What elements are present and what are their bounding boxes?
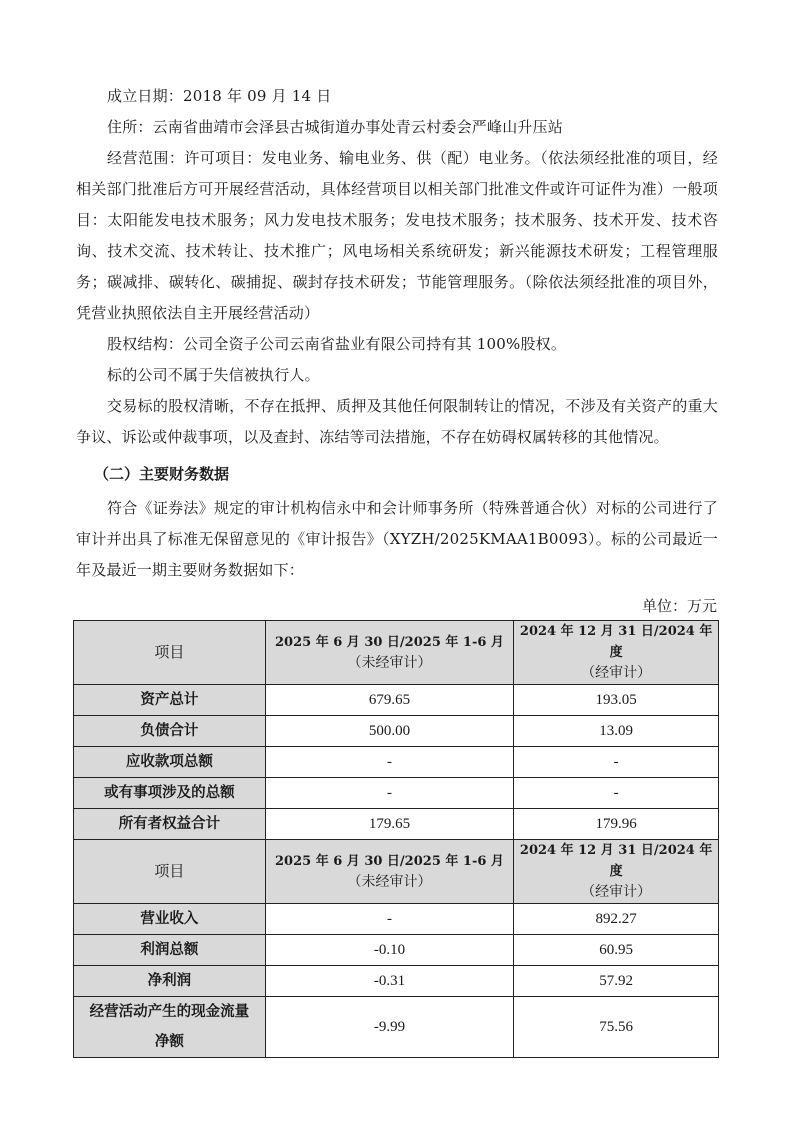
header-2024-audit-status: （经审计）	[581, 884, 652, 900]
table-row	[74, 809, 719, 840]
value-2024: 60.95	[514, 935, 719, 966]
row-label: 资产总计	[74, 685, 266, 716]
table-row	[74, 904, 719, 935]
value-2024: 179.96	[514, 809, 719, 840]
row-label-line1: 经营活动产生的现金流量	[89, 1004, 250, 1020]
business-scope: 经营范围：许可项目：发电业务、输电业务、供（配）电业务。（依法须经批准的项目，经相关部门批准后方可开展经营活动，具体经营项目以相关部门批准文件或许可证件为准）一般项目：太阳能发电技术服务；风力发电技术服务；发电技术服务；技术服务、技术开发、技术咨询、技术交流、技术转让、技术推广；风电场相关系统研发；新兴能源技术研发；工程管理服务；碳减排、碳转化、碳捕捉、碳封存技术研发；节能管理服务。（除依法须经批准的项目外，凭营业执照依法自主开展经营活动）	[76, 149, 718, 322]
value-2025: -0.10	[265, 935, 514, 966]
header-2025	[265, 840, 514, 904]
table-row	[74, 935, 719, 966]
value-2025: 179.65	[265, 809, 514, 840]
row-label-line2: 净额	[154, 1034, 184, 1050]
value-2025: -9.99	[265, 997, 514, 1058]
row-label: 所有者权益合计	[74, 809, 266, 840]
unit-label: 单位：万元	[641, 597, 717, 615]
row-label: 利润总额	[74, 935, 266, 966]
header-item: 项目	[74, 840, 266, 904]
row-label: 净利润	[74, 966, 266, 997]
address: 住所：云南省曲靖市会泽县古城街道办事处青云村委会严峰山升压站	[107, 118, 564, 136]
table-row	[74, 778, 719, 809]
header-2025-period: 2025 年 6 月 30 日/2025 年 1-6 月	[274, 634, 504, 650]
table-header-row	[74, 840, 719, 904]
established-date: 成立日期：2018 年 09 月 14 日	[107, 87, 332, 105]
header-item: 项目	[74, 621, 266, 685]
value-2024: 193.05	[514, 685, 719, 716]
value-2024: 57.92	[514, 966, 719, 997]
row-label: 负债合计	[74, 716, 266, 747]
not-dishonest-statement: 标的公司不属于失信被执行人。	[107, 366, 320, 384]
header-2024	[514, 840, 719, 904]
header-2025-audit-status: （未经审计）	[347, 654, 432, 671]
value-2025: -0.31	[265, 966, 514, 997]
value-2024: -	[514, 747, 719, 778]
table-row	[74, 966, 719, 997]
equity-clear-statement: 交易标的股权清晰，不存在抵押、质押及其他任何限制转让的情况，不涉及有关资产的重大争议、诉讼或仲裁事项，以及查封、冻结等司法措施，不存在妨碍权属转移的其他情况。	[76, 397, 718, 446]
value-2025: 679.65	[265, 685, 514, 716]
value-2025: -	[265, 904, 514, 935]
value-2025: -	[265, 747, 514, 778]
financial-data-table	[73, 620, 719, 1058]
header-2024	[514, 621, 719, 685]
row-label: 或有事项涉及的总额	[74, 778, 266, 809]
row-label: 营业收入	[74, 904, 266, 935]
header-2024-audit-status: （经审计）	[581, 665, 652, 681]
table-row	[74, 997, 719, 1058]
header-2025-audit-status: （未经审计）	[347, 873, 432, 890]
header-2025	[265, 621, 514, 685]
value-2025: 500.00	[265, 716, 514, 747]
section-title: （二）主要财务数据	[94, 465, 230, 483]
header-2024-period: 2024 年 12 月 31 日/2024 年度	[519, 624, 713, 660]
value-2024: -	[514, 778, 719, 809]
row-label	[74, 997, 266, 1058]
header-2024-period: 2024 年 12 月 31 日/2024 年度	[519, 843, 713, 879]
audit-intro: 符合《证券法》规定的审计机构信永中和会计师事务所（特殊普通合伙）对标的公司进行了审计并出具了标准无保留意见的《审计报告》（XYZH/2025KMAA1B0093）。标的公司最近一年及最近一期主要财务数据如下：	[76, 499, 718, 579]
table-row	[74, 685, 719, 716]
header-2025-period: 2025 年 6 月 30 日/2025 年 1-6 月	[274, 853, 504, 869]
table-row	[74, 716, 719, 747]
row-label: 应收款项总额	[74, 747, 266, 778]
table-row	[74, 747, 719, 778]
value-2025: -	[265, 778, 514, 809]
equity-structure: 股权结构：公司全资子公司云南省盐业有限公司持有其 100%股权。	[107, 335, 567, 353]
value-2024: 892.27	[514, 904, 719, 935]
value-2024: 75.56	[514, 997, 719, 1058]
table-header-row	[74, 621, 719, 685]
value-2024: 13.09	[514, 716, 719, 747]
